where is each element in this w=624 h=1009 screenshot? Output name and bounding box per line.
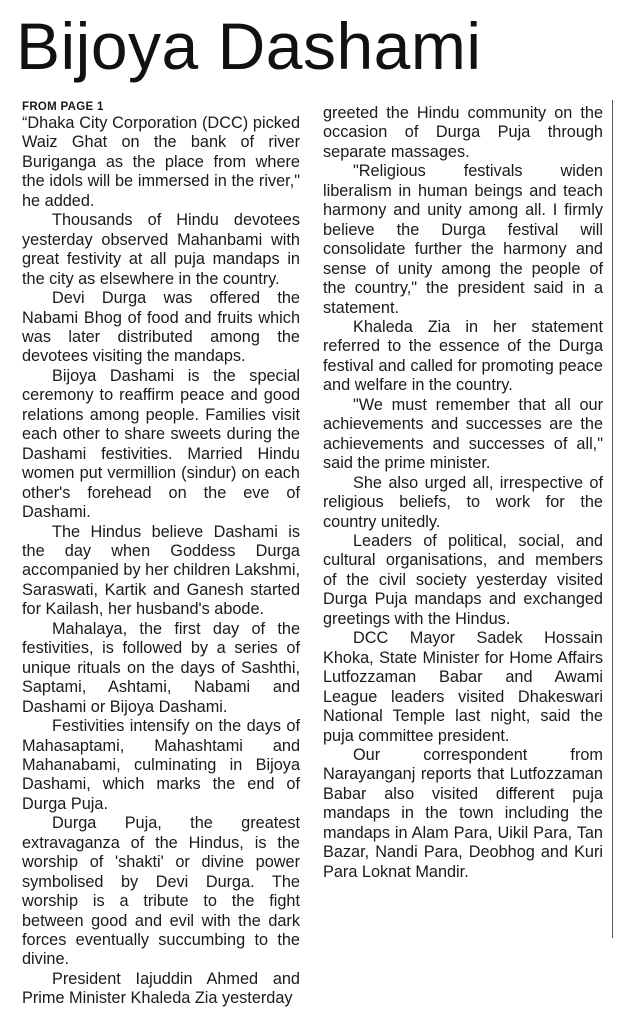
article-paragraph: "Religious festivals widen liberalism in human beings and teach harmony and unity among all. I firmly believe the Durga festival will consolidate further the harmony and sense of unity among the people of the country," the president said in a statement.: [323, 162, 603, 317]
article-paragraph: Our correspondent from Narayanganj reports that Lutfozzaman Babar also visited different puja mandaps in the town including the mandaps in Alam Para, Uikil Para, Tan Bazar, Nandi Para, Deobhog and Kuri Para Loknat Mandir.: [323, 745, 603, 881]
article-paragraph: Mahalaya, the first day of the festivities, is followed by a series of unique rituals on the days of Sashthi, Saptami, Ashtami, Nabami and Dashami or Bijoya Dashami.: [22, 619, 300, 716]
column-rule: [612, 100, 613, 938]
headline: Bijoya Dashami: [16, 9, 482, 83]
article-paragraph: Thousands of Hindu devotees yesterday observed Mahanbami with great festivity at all puja mandaps in the city as elsewhere in the country.: [22, 211, 300, 288]
article-paragraph: The Hindus believe Dashami is the day when Goddess Durga accompanied by her children Lakshmi, Saraswati, Kartik and Ganesh started for Kailash, her husband's abode.: [22, 522, 300, 619]
article-paragraph: Festivities intensify on the days of Mahasaptami, Mahashtami and Mahanabami, culminating in Bijoya Dashami, which marks the end of Durga Puja.: [22, 717, 300, 813]
article-paragraph: President Iajuddin Ahmed and Prime Minister Khaleda Zia yesterday: [22, 969, 300, 1008]
continued-from-label: FROM PAGE 1: [22, 101, 104, 113]
article-column-left: [22, 101, 300, 1009]
article-paragraph: Khaleda Zia in her statement referred to the essence of the Durga festival and called for promoting peace and welfare in the country.: [323, 317, 603, 395]
article-paragraph: “Dhaka City Corporation (DCC) picked Waiz Ghat on the bank of river Buriganga as the place from where the idols will be immersed in the river," he added.: [22, 114, 300, 210]
article-paragraph: DCC Mayor Sadek Hossain Khoka, State Minister for Home Affairs Lutfozzaman Babar and Awami League leaders visited Dhakeswari National Temple last night, said the puja committee president.: [323, 629, 603, 745]
article-paragraph: Durga Puja, the greatest extravaganza of the Hindus, is the worship of 'shakti' or divine power symbolised by Devi Durga. The worship is a tribute to the fight between good and evil with the dark forces eventually succumbing to the divine.: [22, 814, 300, 969]
article-paragraph: greeted the Hindu community on the occasion of Durga Puja through separate massages.: [323, 104, 603, 161]
article-paragraph: Bijoya Dashami is the special ceremony to reaffirm peace and good relations among people. Families visit each other to share sweets during the Dashami festivities. Married Hindu women put vermillion (sindur) on each other's forehead on the eve of Dashami.: [22, 366, 300, 522]
article-paragraph: Leaders of political, social, and cultural organisations, and members of the civil society yesterday visited Durga Puja mandaps and exchanged greetings with the Hindus.: [323, 531, 603, 628]
article-paragraph: Devi Durga was offered the Nabami Bhog of food and fruits which was later distributed among the devotees visiting the mandaps.: [22, 289, 300, 366]
article-paragraph: "We must remember that all our achievements and successes are the achievements and successes of all," said the prime minister.: [323, 395, 603, 473]
article-paragraph: She also urged all, irrespective of religious beliefs, to work for the country unitedly.: [323, 473, 603, 531]
article-column-right: [323, 104, 603, 882]
